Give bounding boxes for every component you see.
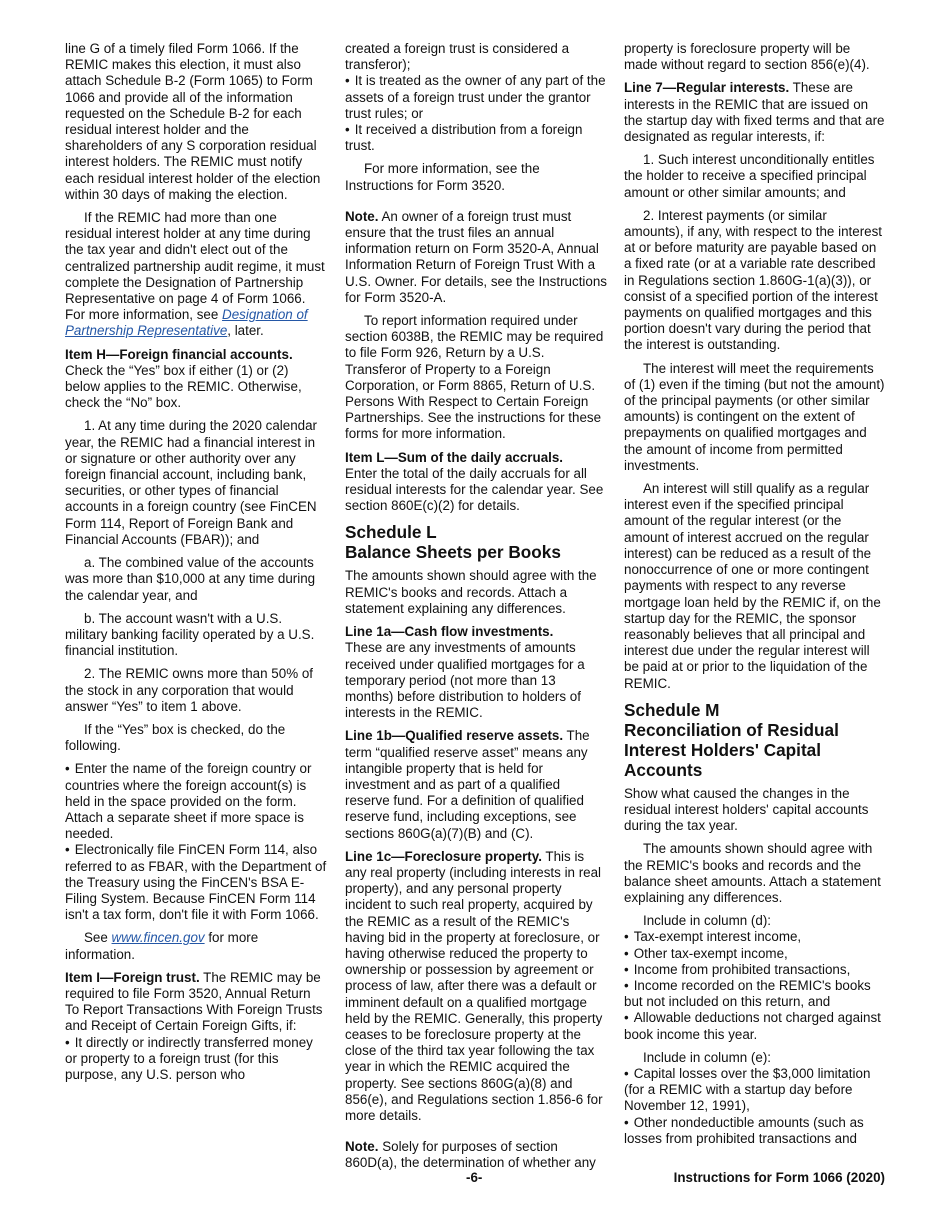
paragraph: property is foreclosure property will be made without regard to section 856(e)(4). bbox=[624, 41, 870, 73]
item-i-text: The REMIC may be required to file Form 3520, Annual Return To Report Transactions With Foreign Trusts and Receipt of Certain Foreign Gifts, if: bbox=[65, 969, 323, 1034]
item-l bbox=[345, 450, 607, 515]
bullet-item: • Income recorded on the REMIC's books but not included on this return, and bbox=[624, 978, 886, 1010]
paragraph: The amounts shown should agree with the REMIC's books and records. Attach a statement explaining any differences. bbox=[345, 568, 597, 616]
line-1a bbox=[345, 624, 607, 721]
bullet-item: • It received a distribution from a foreign trust. bbox=[345, 122, 607, 154]
bullet-item: • Allowable deductions not charged against book income this year. bbox=[624, 1010, 886, 1042]
paragraph: Include in column (d): bbox=[643, 913, 772, 929]
line-1b-heading: Line 1b—Qualified reserve assets. bbox=[345, 728, 564, 744]
paragraph bbox=[65, 210, 327, 340]
paragraph: For more information, see the Instructions for Form 3520. bbox=[345, 161, 540, 193]
item-l-text: Enter the total of the daily accruals for all residual interests for the calendar year. See section 860E(c)(2) for details. bbox=[345, 465, 604, 514]
column-2 bbox=[345, 41, 607, 1179]
line-1b-text: The term “qualified reserve asset” means any intangible property that is held for investment and as part of a qualified reserve fund. For a definition of qualified reserve fund, including exceptions, see sections 860G(a)(7)(B) and (C). bbox=[345, 728, 590, 841]
paragraph: 1. At any time during the 2020 calendar year, the REMIC had a financial interest in or signature or other authority over any foreign financial account, including bank, securities, or other types of financial accounts in a foreign country (see FinCEN Form 114, Report of Foreign Bank and Financial Accounts (FBAR)); and bbox=[65, 418, 318, 547]
heading-line: Accounts bbox=[624, 759, 703, 780]
paragraph: Include in column (e): bbox=[643, 1049, 772, 1065]
text: for more information. bbox=[65, 930, 259, 962]
bullet-item: • Enter the name of the foreign country or countries where the foreign account(s) is held in the space provided on the form. Attach a separate sheet if more space is needed. bbox=[65, 761, 327, 842]
line-1c-heading: Line 1c—Foreclosure property. bbox=[345, 848, 542, 864]
paragraph: created a foreign trust is considered a transferor); bbox=[345, 41, 570, 73]
paragraph: If the “Yes” box is checked, do the following. bbox=[65, 721, 286, 754]
bullet-item: • It is treated as the owner of any part of the assets of a foreign trust under the grantor trust rules; or bbox=[345, 73, 607, 122]
column-1 bbox=[65, 41, 327, 1083]
paragraph: 2. The REMIC owns more than 50% of the stock in any corporation that would answer “Yes” to item 1 above. bbox=[65, 666, 313, 714]
line-1a-heading: Line 1a—Cash flow investments. bbox=[345, 624, 554, 640]
page-footer bbox=[65, 1170, 885, 1188]
paragraph: An interest will still qualify as a regular interest even if the specified principal amount of the regular interest (or the amount of interest accrued on the regular interest) can be reduced as a result of the nonoccurrence of one or more contingent payments with respect to any reverse mortgage loan held by the REMIC if, on the startup day for the REMIC, the sponsor reasonably believes that all principal and interest due under the regular interest will be paid at or prior to the liquidation of the REMIC. bbox=[624, 481, 881, 691]
page-number: -6- bbox=[466, 1170, 483, 1185]
item-i bbox=[65, 970, 327, 1035]
note-heading: Note. bbox=[345, 1139, 379, 1155]
paragraph: The interest will meet the requirements of (1) even if the timing (but not the amount) of the principal payments (or other similar amounts) is contingent on the extent of prepayments on qualified mortgages and the amount of income from permitted investments. bbox=[624, 360, 885, 473]
line-7-text: These are interests in the REMIC that are issued on the startup day with fixed terms and that are designated as regular interests, if: bbox=[624, 80, 885, 145]
note-heading: Note. bbox=[345, 208, 379, 224]
paragraph: 1. Such interest unconditionally entitles the holder to receive a specified principal amount or other similar amounts; and bbox=[624, 152, 875, 200]
schedule-m-heading bbox=[624, 700, 886, 780]
bullet-item: • Capital losses over the $3,000 limitation (for a REMIC with a startup day before November 12, 1991), bbox=[624, 1066, 886, 1115]
paragraph: b. The account wasn't with a U.S. military banking facility operated by a U.S. financial institution. bbox=[65, 610, 315, 659]
footer-title: Instructions for Form 1066 (2020) bbox=[673, 1170, 885, 1185]
item-h-heading: Item H—Foreign financial accounts. bbox=[65, 346, 293, 362]
designation-link[interactable]: Designation of Partnership Representative bbox=[65, 307, 308, 339]
bullet-item: • Income from prohibited transactions, bbox=[624, 962, 886, 978]
schedule-l-heading bbox=[345, 522, 607, 562]
note-text: An owner of a foreign trust must ensure that the trust files an annual information return on Form 3520-A, Annual Information Return of Foreign Trust With a U.S. Owner. For details, see the Instructions for Form 3520-A. bbox=[345, 208, 607, 305]
item-h-text: Check the “Yes” box if either (1) or (2) below applies to the REMIC. Otherwise, check the “No” box. bbox=[65, 362, 302, 411]
line-1b bbox=[345, 728, 607, 841]
text: See bbox=[84, 930, 112, 946]
line-7 bbox=[624, 80, 886, 145]
paragraph: The amounts shown should agree with the REMIC's books and records and the balance sheet amounts. Attach a statement explaining any differences. bbox=[624, 841, 881, 905]
note-text: Solely for purposes of section 860D(a), the determination of whether any bbox=[345, 1139, 596, 1171]
text: , later. bbox=[227, 323, 264, 339]
heading-line: Schedule M bbox=[624, 699, 720, 720]
spacer bbox=[345, 201, 607, 209]
heading-line: Reconciliation of Residual bbox=[624, 719, 839, 740]
bullet-item: • It directly or indirectly transferred money or property to a foreign trust (for this purpose, any U.S. person who bbox=[65, 1035, 327, 1084]
bullet-item: • Tax-exempt interest income, bbox=[624, 929, 886, 945]
bullet-item: • Electronically file FinCEN Form 114, also referred to as FBAR, with the Department of the Treasury using the FinCEN's BSA E-Filing System. Because FinCEN Form 114 isn't a tax form, don't file it with Form 1066. bbox=[65, 842, 327, 923]
line-7-heading: Line 7—Regular interests. bbox=[624, 80, 790, 96]
heading-line: Schedule L bbox=[345, 522, 437, 543]
column-3 bbox=[624, 41, 886, 1147]
paragraph: To report information required under section 6038B, the REMIC may be required to file Form 926, Return by a U.S. Transferor of Property to a Foreign Corporation, or Form 8865, Return of U.S. Persons With Respect to Certain Foreign Partnerships. See the instructions for these forms for more information. bbox=[345, 313, 604, 442]
item-l-heading: Item L—Sum of the daily accruals. bbox=[345, 449, 564, 465]
heading-line: Balance Sheets per Books bbox=[345, 542, 561, 563]
line-1a-text: These are any investments of amounts received under qualified mortgages for a temporary period (not more than 13 months) before distribution to holders of interests in the REMIC. bbox=[345, 640, 585, 721]
paragraph: line G of a timely filed Form 1066. If the REMIC makes this election, it must also attach Schedule B-2 (Form 1065) to Form 1066 and provide all of the information requested on the Schedule B-2 for each residual interest holder and the shareholders of any S corporation residual interest holders. The REMIC must notify each residual interest holder of the election within 30 days of making the election. bbox=[65, 41, 321, 202]
note bbox=[345, 1139, 607, 1171]
note bbox=[345, 209, 607, 306]
item-h bbox=[65, 347, 327, 412]
bullet-item: • Other tax-exempt income, bbox=[624, 946, 886, 962]
text: If the REMIC had more than one residual interest holder at any time during the tax year and didn't elect out of the centralized partnership audit regime, it must complete the Designation of Partnership Representative on page 4 of Form 1066. For more information, see bbox=[65, 210, 325, 323]
paragraph bbox=[65, 930, 327, 962]
bullet-item: • Other nondeductible amounts (such as losses from prohibited transactions and bbox=[624, 1115, 886, 1147]
fincen-link[interactable]: www.fincen.gov bbox=[111, 930, 205, 946]
line-1c-text: This is any real property (including interests in real property), and any personal property incident to such real property, acquired by the REMIC as a result of the REMIC's having bid in the property at foreclosure, or having otherwise reduced the property to ownership or possession by agreement or process of law, after there was a default or imminent default on a qualified mortgage held by the REMIC. Generally, this property ceases to be foreclosure property at the close of the third tax year following the tax year in which the REMIC acquired the property. See sections 860G(a)(8) and 856(e), and Regulations section 1.856-6 for more details. bbox=[345, 848, 603, 1123]
spacer bbox=[345, 1131, 607, 1139]
paragraph: Show what caused the changes in the residual interest holders' capital accounts during the tax year. bbox=[624, 785, 869, 834]
item-i-heading: Item I—Foreign trust. bbox=[65, 969, 200, 985]
paragraph: 2. Interest payments (or similar amounts), if any, with respect to the interest at or before maturity are payable based on a fixed rate (or at a variable rate described in Regulations section 1.860G-1(a)(3)), or consist of a specified portion of the interest payments on qualified mortgages and this portion doesn't vary during the period that the interest is outstanding. bbox=[624, 207, 883, 353]
paragraph: a. The combined value of the accounts was more than $10,000 at any time during the calendar year, and bbox=[65, 555, 316, 603]
heading-line: Interest Holders' Capital bbox=[624, 739, 822, 760]
line-1c bbox=[345, 849, 607, 1124]
